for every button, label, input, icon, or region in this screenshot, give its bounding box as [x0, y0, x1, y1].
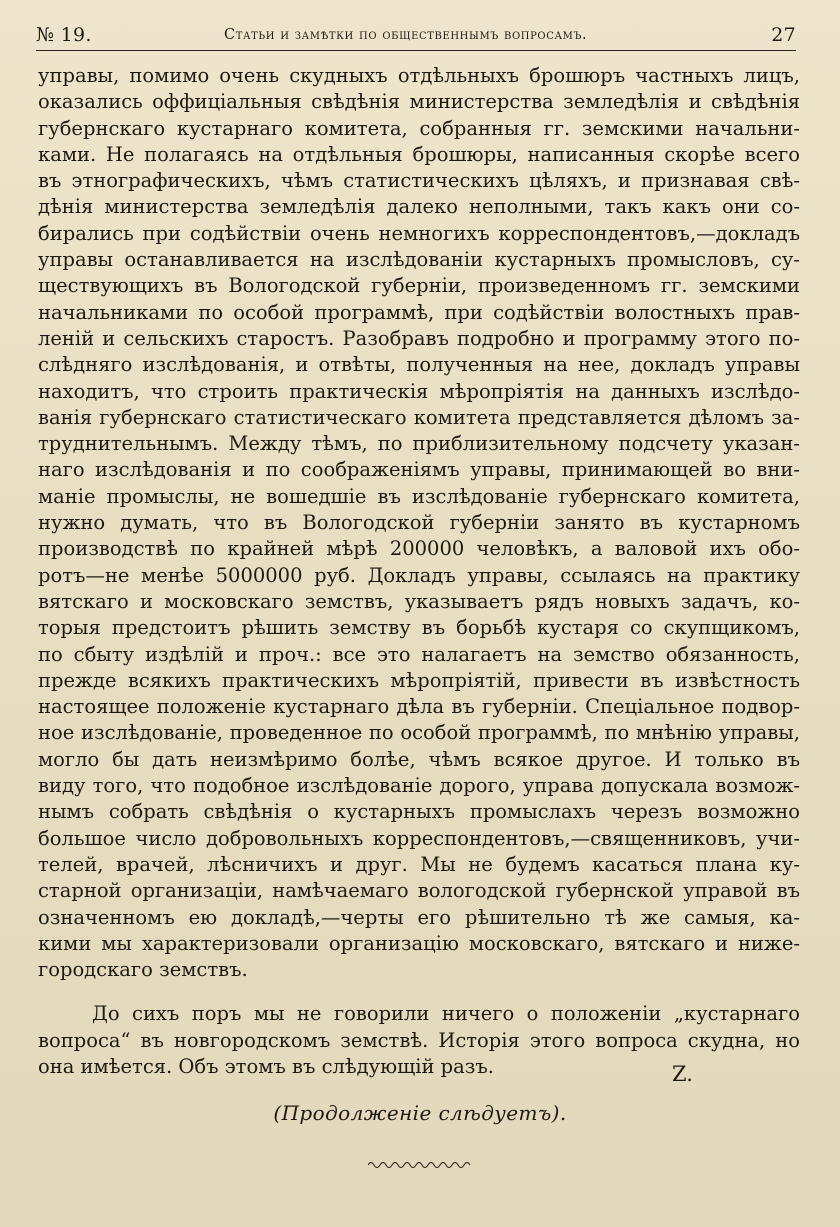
text-line: городскаго земствъ.: [38, 958, 248, 982]
issue-number: № 19.: [36, 24, 92, 46]
text-line: начальниками по особой программѣ, при содѣйствіи волостныхъ прав-: [38, 300, 800, 324]
header-rule: [36, 50, 796, 51]
text-line: ное изслѣдованіе, проведенное по особой программѣ, по мнѣнію управы,: [38, 721, 800, 745]
text-line: нымъ собрать свѣдѣнія о кустарныхъ промыслахъ черезъ возможно: [38, 800, 800, 824]
text-line: управы, помимо очень скудныхъ отдѣльныхъ брошюръ частныхъ лицъ,: [38, 64, 800, 87]
paragraph-gap: [38, 983, 800, 1001]
text-line: большое число добровольныхъ корреспондентовъ,—священниковъ, учи-: [38, 826, 800, 850]
text-line: нужно думать, что въ Вологодской губерніи занято въ кустарномъ: [38, 511, 800, 535]
text-line: торыя предстоитъ рѣшить земству въ борьбѣ кустаря со скупщикомъ,: [38, 616, 800, 640]
text-line: она имѣется. Объ этомъ въ слѣдующій разъ.: [38, 1054, 495, 1078]
paragraph-1: [38, 63, 800, 983]
text-line: кими мы характеризовали организацію московскаго, вятскаго и ниже-: [38, 931, 800, 955]
author-signature: Z.: [672, 1062, 693, 1086]
running-head: [36, 22, 796, 52]
text-line: настоящее положеніе кустарнаго дѣла въ губерніи. Спеціальное подвор-: [38, 695, 800, 719]
text-line: ществующихъ въ Вологодской губерніи, произведенномъ гг. земскими: [38, 274, 800, 298]
text-line: вятскаго и московскаго земствъ, указываетъ рядъ новыхъ задачъ, ко-: [38, 589, 800, 613]
text-line: леній и сельскихъ старостъ. Разобравъ подробно и программу этого по-: [38, 326, 800, 350]
text-line: означенномъ ею докладѣ,—черты его рѣшительно тѣ же самыя, ка-: [38, 905, 800, 929]
text-line: оказались оффиціальныя свѣдѣнія министерства земледѣлія и свѣдѣнія: [38, 90, 800, 114]
continued-note: (Продолженіе слѣдуетъ).: [273, 1101, 567, 1125]
wavy-ornament: [368, 1160, 472, 1170]
text-line: могло бы дать неизмѣримо болѣе, чѣмъ всякое другое. И только въ: [38, 747, 800, 771]
page-number: 27: [771, 24, 796, 46]
text-line: вопроса“ въ новгородскомъ земствѣ. Исторія этого вопроса скудна, но: [38, 1028, 800, 1052]
section-title: Статьи и замѣтки по общественнымъ вопросамъ.: [224, 27, 588, 43]
text-line: До сихъ поръ мы не говорили ничего о положеніи „кустарнаго: [92, 1002, 800, 1026]
article-body: [38, 63, 800, 1080]
text-line: наго изслѣдованія и по соображеніямъ управы, принимающей во вни-: [38, 458, 800, 482]
text-line: дѣнія министерства земледѣлія далеко неполными, такъ какъ они со-: [38, 195, 800, 219]
text-line: производствѣ по крайней мѣрѣ 200000 человѣкъ, а валовой ихъ обо-: [38, 537, 800, 561]
text-line: маніе промыслы, не вошедшіе въ изслѣдованіе губернскаго комитета,: [38, 484, 800, 508]
text-line: бирались при содѣйствіи очень немногихъ корреспондентовъ,—докладъ: [38, 221, 800, 245]
text-line: прежде всякихъ практическихъ мѣропріятій, привести въ извѣстность: [38, 668, 800, 692]
text-line: управы останавливается на изслѣдованіи кустарныхъ промысловъ, су-: [38, 248, 800, 272]
text-line: ванія губернскаго статистическаго комитета представляется дѣломъ за-: [38, 405, 800, 429]
text-line: ками. Не полагаясь на отдѣльныя брошюры, написанныя скорѣе всего: [38, 142, 800, 166]
text-line: слѣдняго изслѣдованія, и отвѣты, полученныя на нее, докладъ управы: [38, 353, 800, 377]
text-line: находитъ, что строить практическія мѣропріятія на данныхъ изслѣдо-: [38, 379, 800, 403]
text-line: ротъ—не менѣе 5000000 руб. Докладъ управы, ссылаясь на практику: [38, 563, 800, 587]
text-line: губернскаго кустарнаго комитета, собранныя гг. земскими начальни-: [38, 116, 800, 140]
text-line: въ этнографическихъ, чѣмъ статистическихъ цѣляхъ, и признавая свѣ-: [38, 169, 800, 193]
text-line: телей, врачей, лѣсничихъ и друг. Мы не будемъ касаться плана ку-: [38, 852, 800, 876]
text-line: старной организаціи, намѣчаемаго вологодской губернской управой въ: [38, 879, 800, 903]
text-line: труднительнымъ. Между тѣмъ, по приблизительному подсчету указан-: [38, 432, 800, 456]
text-line: виду того, что подобное изслѣдованіе дорого, управа допускала возмож-: [38, 774, 800, 798]
text-line: по сбыту издѣлій и проч.: все это налагаетъ на земство обязанность,: [38, 642, 800, 666]
